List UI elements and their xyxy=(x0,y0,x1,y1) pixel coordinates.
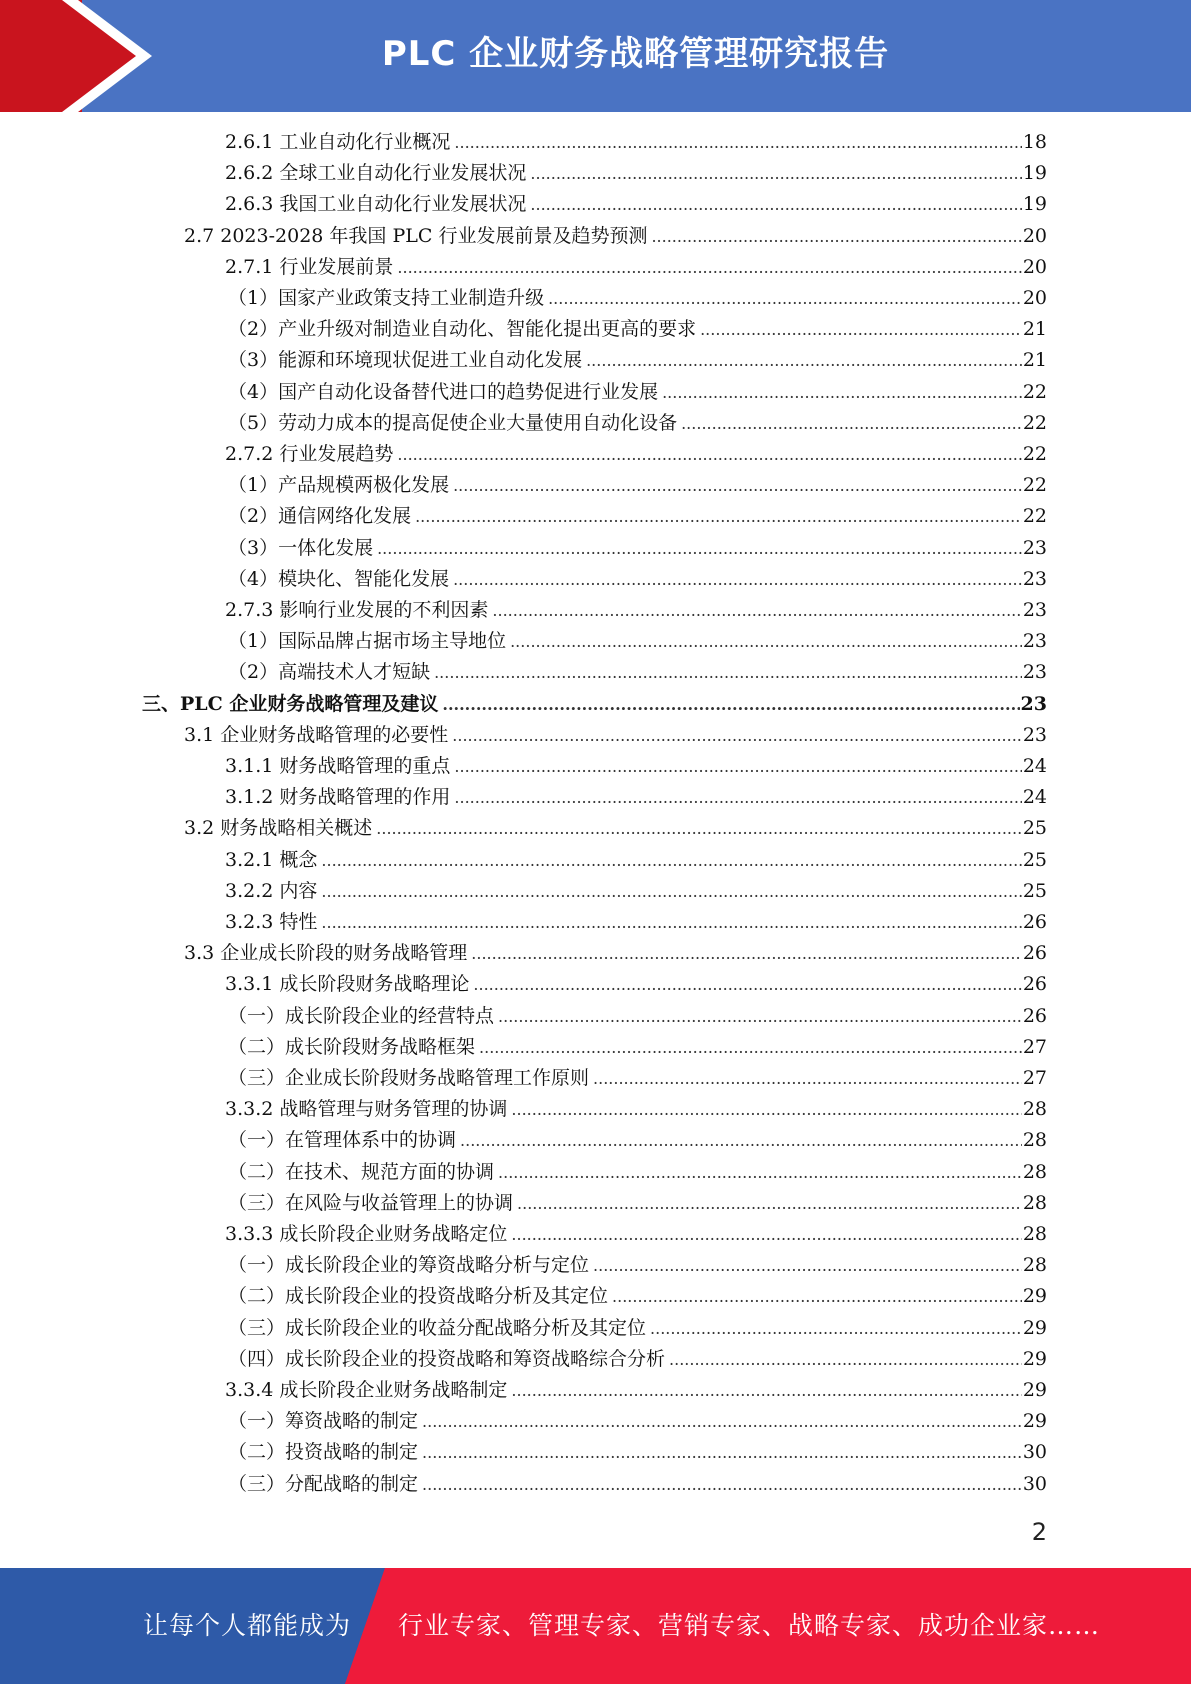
toc-leader-dots xyxy=(321,907,1021,938)
toc-entry[interactable] xyxy=(228,377,1047,408)
page-number: 2 xyxy=(1031,1518,1047,1546)
page-footer xyxy=(0,1568,1191,1684)
toc-entry-title: （4）国产自动化设备替代进口的趋势促进行业发展 xyxy=(228,381,659,403)
toc-entry-title: 3.2.2 内容 xyxy=(225,880,318,902)
toc-entry-page: 28 xyxy=(1022,1161,1047,1183)
toc-entry-page: 20 xyxy=(1022,287,1047,309)
footer-slogan-right: 行业专家、管理专家、营销专家、战略专家、成功企业家…… xyxy=(398,1611,1101,1640)
toc-entry[interactable] xyxy=(228,626,1047,657)
toc-entry-title: （5）劳动力成本的提高促使企业大量使用自动化设备 xyxy=(228,412,678,434)
toc-entry-page: 27 xyxy=(1022,1067,1047,1089)
toc-entry-page: 23 xyxy=(1022,630,1047,652)
toc-entry-title: （2）通信网络化发展 xyxy=(228,505,412,527)
toc-leader-dots xyxy=(662,377,1022,408)
toc-entry-title: （一）成长阶段企业的筹资战略分析与定位 xyxy=(228,1254,590,1276)
toc-leader-dots xyxy=(434,657,1022,688)
toc-entry[interactable] xyxy=(228,408,1047,439)
toc-entry[interactable] xyxy=(184,221,1047,252)
toc-leader-dots xyxy=(548,283,1022,314)
toc-entry-page: 23 xyxy=(1022,599,1047,621)
toc-leader-dots xyxy=(511,1094,1021,1125)
toc-leader-dots xyxy=(492,595,1021,626)
toc-leader-dots xyxy=(442,689,1019,720)
toc-entry[interactable] xyxy=(228,564,1047,595)
toc-leader-dots xyxy=(397,252,1021,283)
toc-leader-dots xyxy=(586,345,1022,376)
toc-leader-dots xyxy=(700,314,1022,345)
toc-entry-title: 3.1.1 财务战略管理的重点 xyxy=(225,755,451,777)
toc-entry[interactable] xyxy=(228,1157,1047,1188)
toc-entry[interactable] xyxy=(225,158,1047,189)
toc-entry[interactable] xyxy=(225,439,1047,470)
toc-entry[interactable] xyxy=(228,1313,1047,1344)
toc-entry-title: （3）一体化发展 xyxy=(228,537,374,559)
toc-entry-title: 3.3.2 战略管理与财务管理的协调 xyxy=(225,1098,508,1120)
toc-leader-dots xyxy=(511,1375,1021,1406)
toc-entry-title: 2.6.2 全球工业自动化行业发展状况 xyxy=(225,162,527,184)
toc-entry-title: 3.3.1 成长阶段财务战略理论 xyxy=(225,973,470,995)
toc-entry[interactable] xyxy=(228,1469,1047,1500)
toc-entry[interactable] xyxy=(228,1063,1047,1094)
toc-leader-dots xyxy=(422,1406,1022,1437)
toc-leader-dots xyxy=(510,626,1022,657)
toc-entry-page: 26 xyxy=(1022,942,1047,964)
toc-entry-page: 29 xyxy=(1022,1317,1047,1339)
toc-entry[interactable] xyxy=(228,283,1047,314)
toc-leader-dots xyxy=(422,1437,1022,1468)
toc-entry-page: 26 xyxy=(1022,911,1047,933)
toc-leader-dots xyxy=(452,720,1022,751)
toc-entry-page: 22 xyxy=(1022,412,1047,434)
toc-leader-dots xyxy=(511,1219,1021,1250)
toc-entry-title: 2.7.1 行业发展前景 xyxy=(225,256,394,278)
toc-entry-title: 2.6.3 我国工业自动化行业发展状况 xyxy=(225,193,527,215)
toc-entry-title: （三）分配战略的制定 xyxy=(228,1473,419,1495)
toc-leader-dots xyxy=(422,1469,1022,1500)
toc-entry[interactable] xyxy=(184,813,1047,844)
toc-entry[interactable] xyxy=(228,470,1047,501)
toc-leader-dots xyxy=(681,408,1022,439)
toc-entry[interactable] xyxy=(225,876,1047,907)
toc-entry-page: 22 xyxy=(1022,474,1047,496)
toc-leader-dots xyxy=(530,189,1021,220)
toc-entry[interactable] xyxy=(225,1094,1047,1125)
toc-entry-page: 28 xyxy=(1022,1129,1047,1151)
toc-leader-dots xyxy=(593,1063,1022,1094)
toc-entry[interactable] xyxy=(228,657,1047,688)
toc-entry-title: （1）国家产业政策支持工业制造升级 xyxy=(228,287,545,309)
toc-entry-page: 26 xyxy=(1022,973,1047,995)
toc-entry-title: 3.3.4 成长阶段企业财务战略制定 xyxy=(225,1379,508,1401)
toc-entry-page: 23 xyxy=(1022,661,1047,683)
toc-entry-title: （2）产业升级对制造业自动化、智能化提出更高的要求 xyxy=(228,318,697,340)
toc-entry[interactable] xyxy=(225,782,1047,813)
toc-entry[interactable] xyxy=(228,314,1047,345)
toc-entry-page: 20 xyxy=(1022,225,1047,247)
toc-leader-dots xyxy=(530,158,1021,189)
toc-entry-page: 28 xyxy=(1022,1223,1047,1245)
toc-entry-title: 3.1 企业财务战略管理的必要性 xyxy=(184,724,449,746)
toc-entry-page: 26 xyxy=(1022,1005,1047,1027)
toc-entry-title: （1）产品规模两极化发展 xyxy=(228,474,450,496)
toc-entry-page: 24 xyxy=(1022,786,1047,808)
toc-entry[interactable] xyxy=(225,252,1047,283)
toc-entry-title: （一）在管理体系中的协调 xyxy=(228,1129,457,1151)
footer-slogan-left: 让每个人都能成为 xyxy=(143,1611,352,1640)
toc-entry-title: （三）成长阶段企业的收益分配战略分析及其定位 xyxy=(228,1317,647,1339)
toc-entry[interactable] xyxy=(228,501,1047,532)
toc-entry-title: 2.6.1 工业自动化行业概况 xyxy=(225,131,451,153)
toc-entry-title: （一）成长阶段企业的经营特点 xyxy=(228,1005,495,1027)
toc-entry-title: 2.7.3 影响行业发展的不利因素 xyxy=(225,599,489,621)
toc-leader-dots xyxy=(460,1125,1022,1156)
toc-entry[interactable] xyxy=(225,1375,1047,1406)
toc-entry-title: 2.7.2 行业发展趋势 xyxy=(225,443,394,465)
toc-leader-dots xyxy=(650,1313,1022,1344)
toc-entry-title: （3）能源和环境现状促进工业自动化发展 xyxy=(228,349,583,371)
toc-leader-dots xyxy=(321,876,1021,907)
toc-entry[interactable] xyxy=(228,1281,1047,1312)
toc-entry-page: 18 xyxy=(1022,131,1047,153)
toc-entry-page: 30 xyxy=(1022,1473,1047,1495)
toc-leader-dots xyxy=(377,533,1022,564)
toc-entry[interactable] xyxy=(228,1344,1047,1375)
toc-entry-title: （2）高端技术人才短缺 xyxy=(228,661,431,683)
toc-entry-page: 24 xyxy=(1022,755,1047,777)
toc-entry-page: 23 xyxy=(1022,537,1047,559)
toc-entry-page: 28 xyxy=(1022,1192,1047,1214)
toc-entry[interactable] xyxy=(184,720,1047,751)
toc-leader-dots xyxy=(454,751,1021,782)
toc-entry[interactable] xyxy=(184,938,1047,969)
toc-entry-title: （4）模块化、智能化发展 xyxy=(228,568,450,590)
toc-entry-title: （二）成长阶段财务战略框架 xyxy=(228,1036,476,1058)
toc-entry-page: 30 xyxy=(1022,1441,1047,1463)
toc-entry-page: 23 xyxy=(1020,693,1047,715)
toc-entry[interactable] xyxy=(228,1125,1047,1156)
toc-entry-title: 3.2.1 概念 xyxy=(225,849,318,871)
toc-entry-page: 21 xyxy=(1022,349,1047,371)
report-title: PLC 企业财务战略管理研究报告 xyxy=(381,34,890,74)
toc-entry-page: 23 xyxy=(1022,568,1047,590)
toc-entry-page: 25 xyxy=(1022,880,1047,902)
toc-entry-title: （二）投资战略的制定 xyxy=(228,1441,419,1463)
toc-entry-title: （三）企业成长阶段财务战略管理工作原则 xyxy=(228,1067,590,1089)
toc-entry-title: （一）筹资战略的制定 xyxy=(228,1410,419,1432)
toc-leader-dots xyxy=(321,845,1021,876)
toc-leader-dots xyxy=(479,1032,1022,1063)
toc-entry-page: 23 xyxy=(1022,724,1047,746)
toc-leader-dots xyxy=(376,813,1022,844)
toc-entry-title: 2.7 2023-2028 年我国 PLC 行业发展前景及趋势预测 xyxy=(184,225,648,247)
toc-leader-dots xyxy=(397,439,1021,470)
toc-entry[interactable] xyxy=(225,969,1047,1000)
toc-leader-dots xyxy=(415,501,1022,532)
toc-entry-page: 29 xyxy=(1022,1285,1047,1307)
toc-leader-dots xyxy=(454,782,1021,813)
toc-entry[interactable] xyxy=(142,689,1047,720)
toc-entry[interactable] xyxy=(225,751,1047,782)
toc-leader-dots xyxy=(453,564,1022,595)
toc-entry-title: 三、PLC 企业财务战略管理及建议 xyxy=(142,693,439,715)
toc-entry-page: 22 xyxy=(1022,443,1047,465)
toc-entry-page: 29 xyxy=(1022,1410,1047,1432)
toc-entry[interactable] xyxy=(225,1219,1047,1250)
toc-entry[interactable] xyxy=(228,1001,1047,1032)
toc-leader-dots xyxy=(453,470,1022,501)
toc-entry[interactable] xyxy=(228,1250,1047,1281)
toc-entry-title: （四）成长阶段企业的投资战略和筹资战略综合分析 xyxy=(228,1348,666,1370)
toc-entry-page: 27 xyxy=(1022,1036,1047,1058)
toc-entry-page: 20 xyxy=(1022,256,1047,278)
toc-entry-page: 22 xyxy=(1022,505,1047,527)
toc-leader-dots xyxy=(498,1001,1022,1032)
toc-entry-page: 25 xyxy=(1022,817,1047,839)
toc-entry[interactable] xyxy=(225,189,1047,220)
toc-entry-title: （二）成长阶段企业的投资战略分析及其定位 xyxy=(228,1285,609,1307)
toc-entry-page: 28 xyxy=(1022,1098,1047,1120)
toc-leader-dots xyxy=(454,127,1021,158)
toc-leader-dots xyxy=(517,1188,1022,1219)
toc-entry[interactable] xyxy=(225,907,1047,938)
toc-entry-title: （三）在风险与收益管理上的协调 xyxy=(228,1192,514,1214)
toc-entry-title: 3.3.3 成长阶段企业财务战略定位 xyxy=(225,1223,508,1245)
toc-entry[interactable] xyxy=(228,1188,1047,1219)
toc-entry[interactable] xyxy=(228,1406,1047,1437)
toc-entry-title: 3.2 财务战略相关概述 xyxy=(184,817,373,839)
toc-entry-title: （二）在技术、规范方面的协调 xyxy=(228,1161,495,1183)
toc-entry-page: 22 xyxy=(1022,381,1047,403)
toc-entry-page: 19 xyxy=(1022,193,1047,215)
toc-entry-title: 3.1.2 财务战略管理的作用 xyxy=(225,786,451,808)
toc-entry[interactable] xyxy=(225,845,1047,876)
toc-entry-page: 28 xyxy=(1022,1254,1047,1276)
toc-entry-title: （1）国际品牌占据市场主导地位 xyxy=(228,630,507,652)
toc-entry-title: 3.3 企业成长阶段的财务战略管理 xyxy=(184,942,468,964)
toc-entry-title: 3.2.3 特性 xyxy=(225,911,318,933)
toc-entry[interactable] xyxy=(225,127,1047,158)
toc-leader-dots xyxy=(471,938,1022,969)
toc-entry-page: 25 xyxy=(1022,849,1047,871)
toc-entry[interactable] xyxy=(228,345,1047,376)
toc-leader-dots xyxy=(498,1157,1022,1188)
toc-leader-dots xyxy=(473,969,1021,1000)
toc-leader-dots xyxy=(612,1281,1022,1312)
toc-entry-page: 21 xyxy=(1022,318,1047,340)
toc-entry[interactable] xyxy=(228,1032,1047,1063)
toc-entry-page: 29 xyxy=(1022,1379,1047,1401)
toc-leader-dots xyxy=(651,221,1021,252)
toc-entry[interactable] xyxy=(225,595,1047,626)
page-header xyxy=(0,0,1191,112)
toc-entry[interactable] xyxy=(228,533,1047,564)
toc-entry[interactable] xyxy=(228,1437,1047,1468)
toc-entry-page: 19 xyxy=(1022,162,1047,184)
toc-leader-dots xyxy=(669,1344,1022,1375)
toc-leader-dots xyxy=(593,1250,1022,1281)
toc-entry-page: 29 xyxy=(1022,1348,1047,1370)
